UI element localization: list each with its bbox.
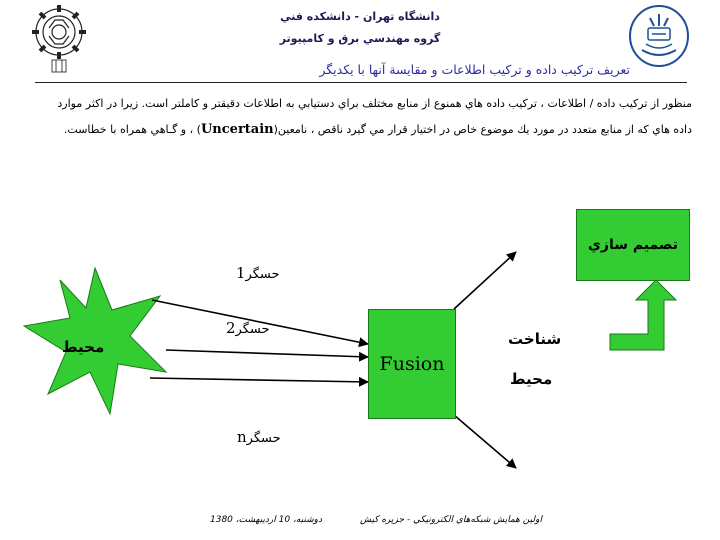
sensor-n-index: n xyxy=(237,428,247,446)
department-name: گروه مهندسي برق و کامپيوتر xyxy=(279,32,441,45)
uncertain-term: Uncertain xyxy=(200,122,274,137)
environment-label: محيط xyxy=(62,338,105,356)
sensor-2-label xyxy=(226,319,270,337)
paragraph-line-2-start: داده هاي که از منابع متعدد در مورد يك موضوع خاص در اختيار قرار مي گيرد ناقص ، نامعين( xyxy=(273,123,692,136)
sensor-2-arrow xyxy=(166,350,368,357)
sensor-n-word: حسگر xyxy=(246,431,281,446)
sensor-2-word: حسگر xyxy=(235,322,270,337)
sensor-1-index: 1 xyxy=(236,264,246,282)
fusion-to-recognition-arrow xyxy=(454,252,516,309)
definition-paragraph-line-1: منظور از ترکيب داده / اطلاعات ، ترکيب داده هاي همنوع از منابع مختلف براي دستيابي به اطلاعات دقيقتر و کاملتر است. زيرا در اکثر موارد xyxy=(57,97,692,110)
fusion-to-environment-arrow xyxy=(454,415,516,468)
university-name: دانشگاه تهران - دانشکده فني xyxy=(280,10,440,23)
feedback-up-arrow xyxy=(610,280,676,350)
sensor-1-label xyxy=(236,264,280,282)
sensor-2-index: 2 xyxy=(226,319,236,337)
footer-conference: اولين همايش شبکه‌هاي الکترونيکي - جزيره کيش xyxy=(360,515,542,525)
footer-date: دوشنبه، 10 ارديبهشت، 1380 xyxy=(210,515,322,525)
sensor-n-label xyxy=(237,428,281,446)
slide-title: تعريف ترکيب داده و ترکيب اطلاعات و مقايسة آنها با يکديگر xyxy=(319,62,630,77)
paragraph-line-2-end: ) ، و گـاهي همراه با خطاست. xyxy=(63,123,201,136)
environment-output-label: محيط xyxy=(510,370,553,388)
sensor-n-arrow xyxy=(150,378,368,382)
recognition-label: شناخت xyxy=(508,330,562,348)
fusion-box: Fusion xyxy=(368,309,456,419)
sensor-1-word: حسگر xyxy=(245,267,280,282)
decision-making-box: تصميم سازي xyxy=(576,209,690,281)
